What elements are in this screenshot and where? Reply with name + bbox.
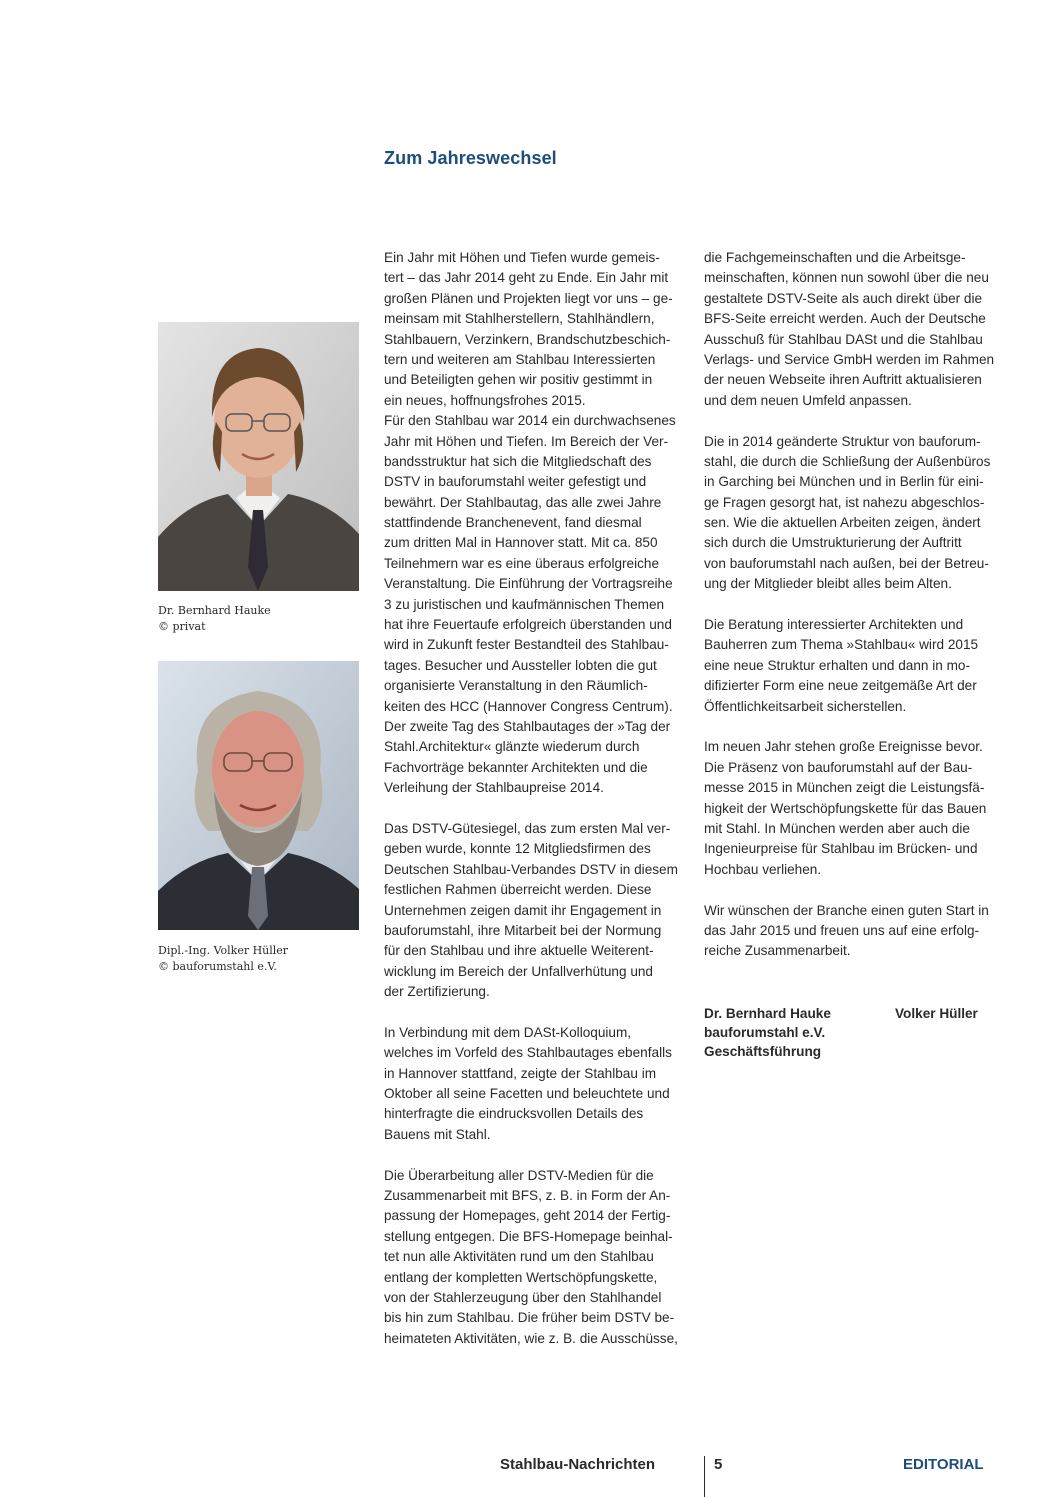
photo-caption-hauke [158,603,271,634]
text-line: Wir wünschen der Branche einen guten Start in [704,902,989,918]
page-number: 5 [714,1456,723,1473]
text-line: Jahr mit Höhen und Tiefen. Im Bereich der Ver- [384,433,669,449]
text-line: passung der Homepages, geht 2014 der Fertig- [384,1208,671,1224]
caption-credit: © bauforumstahl e.V. [158,959,277,973]
text-line: sen. Wie die aktuellen Arbeiten zeigen, ändert [704,515,981,531]
text-line: bauforumstahl, ihre Mitarbeit bei der Normung [384,922,662,938]
text-line: von der Stahlerzeugung über den Stahlhandel [384,1289,662,1305]
signature-name: Dr. Bernhard Hauke [704,1006,831,1021]
paragraph-gap [704,411,1004,431]
text-line: gestaltete DSTV-Seite als auch direkt über die [704,290,983,306]
text-line: hat ihre Feuertaufe erfolgreich überstanden und [384,617,672,633]
text-line: Verlags- und Service GmbH werden im Rahmen [704,351,995,367]
text-line: Bauens mit Stahl. [384,1126,491,1142]
text-line: Für den Stahlbau war 2014 ein durchwachsenes [384,413,676,429]
text-line: bandsstruktur hat sich die Mitgliedschaft des [384,453,652,469]
text-line: reiche Zusammenarbeit. [704,943,851,959]
text-line: geben wurde, konnte 12 Mitgliedsfirmen des [384,841,651,857]
text-line: tages. Besucher und Aussteller lobten die gut [384,657,657,673]
text-line: Der zweite Tag des Stahlbautages der »Tag der [384,718,671,734]
text-line: wicklung im Bereich der Unfallverhütung und [384,963,653,979]
text-line: Ingenieurpreise für Stahlbau im Brücken- und [704,841,978,857]
text-line: tet nun alle Aktivitäten rund um den Stahlbau [384,1249,654,1265]
article-column-2 [704,248,1004,962]
text-line: bewährt. Der Stahlbautag, das alle zwei Jahre [384,494,662,510]
paragraph-gap [384,1002,684,1022]
signature-hueller [895,1004,978,1023]
portrait-photo-hueller [158,661,359,930]
text-line: großen Plänen und Projekten liegt vor uns – ge- [384,290,673,306]
text-line: und dem neuen Umfeld anpassen. [704,392,912,408]
text-line: Ein Jahr mit Höhen und Tiefen wurde gemeis- [384,250,660,265]
text-line: tern und weiteren am Stahlbau Interessierten [384,351,656,367]
text-line: Die Präsenz von bauforumstahl auf der Bau- [704,759,973,775]
text-line: der Zertifizierung. [384,984,490,1000]
text-line: In Verbindung mit dem DASt-Kolloquium, [384,1024,632,1040]
text-line: stahl, die durch die Schließung der Außenbüros [704,453,991,469]
text-line: Zusammenarbeit mit BFS, z. B. in Form der An- [384,1187,671,1203]
portrait-hueller-image [158,661,359,930]
text-line: bis hin zum Stahlbau. Die früher beim DSTV be- [384,1310,675,1326]
paragraph-gap [704,717,1004,737]
article-column-1 [384,248,684,1349]
text-line: Teilnehmern war es eine überaus erfolgreiche [384,555,660,571]
caption-credit: © privat [158,619,206,633]
text-line: Die Überarbeitung aller DSTV-Medien für die [384,1167,654,1183]
text-line: Verleihung der Stahlbaupreise 2014. [384,780,604,796]
text-line: ung der Mitglieder bleibt alles beim Alten. [704,576,952,592]
signature-name: Volker Hüller [895,1006,978,1021]
text-line: BFS-Seite erreicht werden. Auch der Deutsche [704,311,986,327]
photo-caption-hueller [158,943,288,974]
text-line: Stahl.Architektur« glänzte wiederum durch [384,739,640,755]
paragraph-gap [384,799,684,819]
paragraph-gap [384,1145,684,1165]
text-line: higkeit der Wertschöpfungskette für das Bauen [704,800,987,816]
caption-name: Dr. Bernhard Hauke [158,604,271,617]
text-line: in Hannover stattfand, zeigte der Stahlbau im [384,1065,657,1081]
signature-role: Geschäftsführung [704,1044,822,1059]
page-title: Zum Jahreswechsel [384,148,557,168]
text-line: für den Stahlbau und ihre aktuelle Weiterent- [384,943,654,959]
text-line: zum dritten Mal in Hannover statt. Mit ca. 850 [384,535,658,551]
text-line: Das DSTV-Gütesiegel, das zum ersten Mal ver- [384,820,671,836]
text-line: eine neue Struktur erhalten und dann in mo- [704,657,971,673]
paragraph-gap [704,880,1004,900]
text-line: Ausschuß für Stahlbau DASt und die Stahlbau [704,331,983,347]
text-line: Die in 2014 geänderte Struktur von bauforum- [704,433,981,449]
footer-publication: Stahlbau-Nachrichten [500,1456,656,1473]
paragraph-gap [704,595,1004,615]
text-line: Stahlbauern, Verzinkern, Brandschutzbeschich- [384,331,671,347]
text-line: stattfindende Branchenevent, fand diesmal [384,515,642,531]
portrait-photo-hauke [158,322,359,591]
text-line: keiten des HCC (Hannover Congress Centrum). [384,698,673,714]
text-line: festlichen Rahmen überreicht werden. Diese [384,882,652,898]
text-line: ge Fragen gesorgt hat, ist nahezu abgeschlos- [704,494,985,510]
text-line: in Garching bei München und in Berlin für eini- [704,474,984,490]
text-line: mit Stahl. In München werden aber auch die [704,820,970,836]
text-line: Veranstaltung. Die Einführung der Vortragsreihe [384,576,673,592]
text-line: sich durch die Umstrukturierung der Auftritt [704,535,962,551]
text-line: heimateten Aktivitäten, wie z. B. die Ausschüsse, [384,1330,678,1346]
text-line: Oktober all seine Facetten und beleuchtete und [384,1086,670,1102]
text-line: Fachvorträge bekannter Architekten und die [384,759,648,775]
text-line: das Jahr 2015 und freuen uns auf eine erfolg- [704,922,980,938]
footer-divider [704,1456,705,1497]
caption-name: Dipl.-Ing. Volker Hüller [158,944,289,957]
text-line: und Beteiligten gehen wir positiv gestimmt in [384,372,653,388]
text-line: Unternehmen zeigen damit ihr Engagement in [384,902,662,918]
text-line: organisierte Veranstaltung in den Räumlich- [384,678,648,694]
footer-section-label: EDITORIAL [903,1456,984,1473]
portrait-hauke-image [158,322,359,591]
text-line: Hochbau verliehen. [704,861,822,877]
signature-organization: bauforumstahl e.V. [704,1025,826,1040]
text-line: wird in Zukunft fester Bestandteil des Stahlbau- [384,637,669,653]
text-line: tert – das Jahr 2014 geht zu Ende. Ein Jahr mit [384,270,669,286]
text-line: difizierter Form eine neue zeitgemäße Art der [704,678,977,694]
text-line: messe 2015 in München zeigt die Leistungsfä- [704,780,985,796]
text-line: der neuen Webseite ihren Auftritt aktualisieren [704,372,982,388]
text-line: 3 zu juristischen und kaufmännischen Themen [384,596,665,612]
text-line: meinsam mit Stahlherstellern, Stahlhändlern, [384,311,655,327]
text-line: Bauherren zum Thema »Stahlbau« wird 2015 [704,637,979,653]
text-line: ein neues, hoffnungsfrohes 2015. [384,392,586,408]
text-line: stellung entgegen. Die BFS-Homepage beinhal- [384,1228,673,1244]
text-line: von bauforumstahl nach außen, bei der Betreu- [704,555,989,571]
signature-hauke [704,1004,831,1061]
text-line: Öffentlichkeitsarbeit sicherstellen. [704,698,907,714]
text-line: Deutschen Stahlbau-Verbandes DSTV in diesem [384,861,678,877]
text-line: Die Beratung interessierter Architekten und [704,617,964,633]
text-line: entlang der kompletten Wertschöpfungskette, [384,1269,658,1285]
text-line: hinterfragte die eindrucksvollen Details des [384,1106,644,1122]
text-line: Im neuen Jahr stehen große Ereignisse bevor. [704,739,983,755]
text-line: DSTV in bauforumstahl weiter gefestigt und [384,474,647,490]
text-line: die Fachgemeinschaften und die Arbeitsge- [704,250,966,265]
text-line: welches im Vorfeld des Stahlbautages ebenfalls [384,1045,672,1061]
text-line: meinschaften, können nun sowohl über die neu [704,270,989,286]
